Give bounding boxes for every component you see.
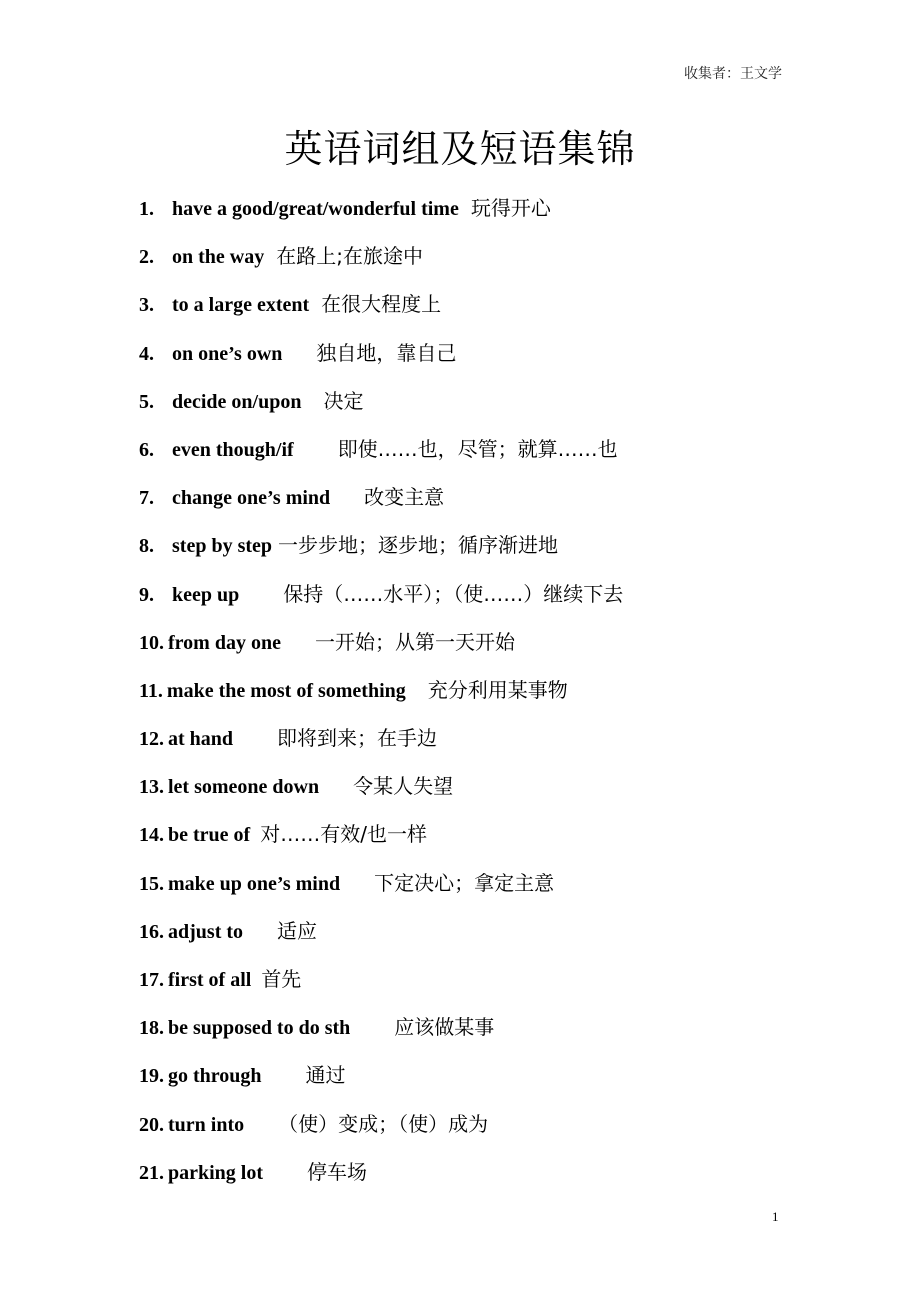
phrase-number: 18. <box>139 1017 164 1040</box>
phrase-chinese: 对……有效/也一样 <box>260 822 427 847</box>
phrase-english: adjust to <box>168 920 244 943</box>
phrase-chinese: 下定决心；拿定主意 <box>374 870 555 895</box>
phrase-item <box>139 286 879 334</box>
phrase-item <box>139 624 879 672</box>
phrase-chinese: 首先 <box>261 967 302 991</box>
phrase-number: 19. <box>139 1065 164 1088</box>
phrase-english: make the most of something <box>166 679 406 702</box>
phrase-item <box>139 190 879 238</box>
phrase-number: 9. <box>139 583 154 606</box>
phrase-chinese: 即将到来；在手边 <box>277 726 438 751</box>
phrase-number: 16. <box>139 920 164 943</box>
phrase-number: 2. <box>139 246 154 269</box>
phrase-english: parking lot <box>168 1161 264 1184</box>
phrase-chinese: 在路上;在旅途中 <box>276 244 423 269</box>
phrase-english: first of all <box>168 969 252 991</box>
phrase-number: 10. <box>139 631 164 654</box>
phrase-chinese: 一步步地；逐步地；循序渐进地 <box>278 533 559 558</box>
phrase-chinese: 适应 <box>277 918 318 943</box>
phrase-chinese: （使）变成；（使）成为 <box>278 1111 489 1136</box>
phrase-english: from day one <box>168 631 281 654</box>
phrase-number: 15. <box>139 872 164 895</box>
phrase-number: 17. <box>139 969 164 991</box>
phrase-number: 12. <box>139 728 164 751</box>
phrase-english: step by step <box>172 535 273 558</box>
phrase-english: change one’s mind <box>172 487 331 510</box>
phrase-chinese: 独自地，靠自己 <box>316 340 457 365</box>
phrase-item <box>139 527 879 575</box>
phrase-english: turn into <box>168 1113 245 1136</box>
phrase-chinese: 玩得开心 <box>470 196 551 220</box>
collector-header: 收集者：王文学 <box>684 66 782 82</box>
phrase-number: 5. <box>139 390 154 413</box>
phrase-item <box>139 672 879 720</box>
phrase-item <box>139 1009 879 1057</box>
phrase-number: 21. <box>139 1161 164 1184</box>
phrase-chinese: 停车场 <box>307 1159 368 1184</box>
phrase-number: 4. <box>139 342 154 365</box>
phrase-number: 11. <box>139 679 163 702</box>
phrase-number: 8. <box>139 535 154 558</box>
phrase-english: to a large extent <box>172 294 310 317</box>
phrase-item <box>139 865 879 913</box>
phrase-number: 20. <box>139 1113 164 1136</box>
phrase-chinese: 决定 <box>323 388 364 413</box>
phrase-item <box>139 1057 879 1105</box>
phrase-item <box>139 431 879 479</box>
phrase-english: on the way <box>172 246 265 269</box>
page-number: 1 <box>772 1209 779 1224</box>
phrase-number: 6. <box>139 438 154 461</box>
phrase-chinese: 应该做某事 <box>394 1015 495 1040</box>
phrase-list <box>139 190 879 1202</box>
phrase-item <box>139 1106 879 1154</box>
phrase-english: go through <box>168 1065 262 1088</box>
phrase-number: 14. <box>139 824 164 847</box>
phrase-number: 13. <box>139 776 164 799</box>
phrase-number: 7. <box>139 487 154 510</box>
phrase-chinese: 通过 <box>305 1063 346 1088</box>
phrase-chinese: 令某人失望 <box>353 774 454 799</box>
phrase-english: at hand <box>168 728 234 751</box>
phrase-english: even though/if <box>172 438 294 461</box>
phrase-chinese: 在很大程度上 <box>321 292 442 317</box>
phrase-item <box>139 576 879 624</box>
phrase-english: make up one’s mind <box>168 872 341 895</box>
page-title: 英语词组及短语集锦 <box>284 127 636 171</box>
phrase-item <box>139 720 879 768</box>
phrase-item <box>139 238 879 286</box>
phrase-chinese: 改变主意 <box>364 485 445 510</box>
phrase-item <box>139 913 879 961</box>
phrase-item <box>139 1154 879 1202</box>
phrase-item <box>139 768 879 816</box>
phrase-number: 1. <box>139 198 154 220</box>
phrase-english: let someone down <box>168 776 320 799</box>
phrase-item <box>139 961 879 1009</box>
phrase-item <box>139 816 879 864</box>
phrase-item <box>139 479 879 527</box>
phrase-english: keep up <box>172 583 240 606</box>
phrase-item <box>139 335 879 383</box>
phrase-english: on one’s own <box>172 342 283 365</box>
phrase-item <box>139 383 879 431</box>
phrase-number: 3. <box>139 294 154 317</box>
phrase-english: decide on/upon <box>172 390 302 413</box>
phrase-english: be true of <box>168 824 251 847</box>
phrase-chinese: 充分利用某事物 <box>427 677 568 702</box>
phrase-chinese: 即使……也，尽管；就算……也 <box>337 436 618 461</box>
phrase-english: have a good/great/wonderful time <box>172 198 459 220</box>
phrase-chinese: 保持（……水平）；（使……）继续下去 <box>283 581 624 606</box>
phrase-chinese: 一开始；从第一天开始 <box>314 629 515 654</box>
phrase-english: be supposed to do sth <box>168 1017 351 1040</box>
